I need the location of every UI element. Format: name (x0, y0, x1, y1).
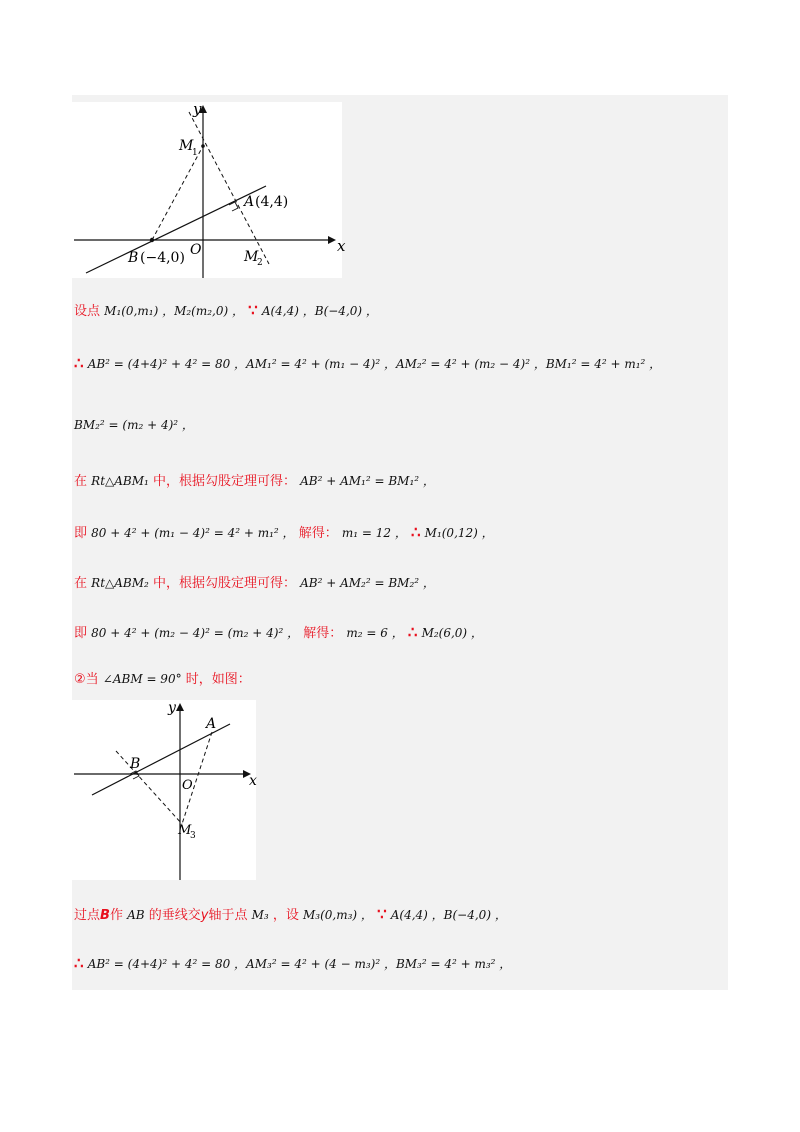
figure-2 (72, 700, 256, 880)
line-9 (74, 904, 507, 923)
line-8-math: ∠ABM = 90° (102, 672, 182, 686)
therefore-symbol: ∴ (74, 954, 84, 972)
line-3 (74, 416, 194, 433)
point-b-label: B (128, 250, 139, 266)
line-9-m3: M₃ (251, 908, 269, 922)
figure-2-graph (72, 700, 256, 880)
point-b-label: B (130, 756, 141, 772)
line-6-math: AB² + AM₂² = BM₂² ， (300, 576, 435, 590)
line-9-ab: AB (127, 908, 145, 922)
because-symbol: ∵ (377, 905, 387, 923)
figure-1 (72, 100, 346, 278)
point-a-label: A (206, 716, 217, 732)
line-9-y: y (200, 908, 209, 923)
line-4 (74, 470, 435, 489)
point-b-coord: (−4,0) (140, 250, 185, 266)
axis-y-label: y (193, 100, 202, 118)
origin-label: O (190, 242, 202, 258)
axis-y-label: y (168, 700, 176, 716)
line-5-point: M₁(0,12) ， (424, 526, 494, 540)
line-7-result: m₂ = 6 ， (346, 626, 404, 640)
line-5 (74, 522, 494, 541)
line-5-math: 80 + 4² + (m₁ − 4)² = 4² + m₁² ， (91, 526, 295, 540)
m1-label: M (179, 138, 194, 154)
line-10-math: AB² = (4+4)² + 4² = 80 ，AM₃² = 4² + (4 − m₃)² ，BM₃² = 4² + m₃² ， (87, 957, 512, 971)
line-3-math: BM₂² = (m₂ + 4)² ， (74, 418, 194, 432)
therefore-symbol: ∴ (407, 623, 418, 641)
line-9-set: ，设 (272, 908, 299, 923)
line-9-mid: 的垂线交 (148, 908, 201, 923)
line-4-prefix: 在 (74, 474, 88, 489)
line-1-math: M₁(0,m₁) ，M₂(m₂,0) ， (104, 304, 244, 318)
line-10 (74, 954, 511, 972)
line-6-mid: 中，根据勾股定理可得： (152, 576, 296, 591)
point-a-label: A (244, 194, 255, 210)
line-9-axis: 轴于点 (208, 908, 248, 923)
m1-subscript: 1 (192, 148, 198, 158)
m2-label: M (244, 249, 259, 265)
line-5-prefix: 即 (74, 526, 88, 541)
m3-label: M (178, 823, 192, 838)
figure-1-graph (72, 100, 346, 278)
line-9-prefix: 过点 (74, 908, 101, 923)
line-1 (74, 300, 378, 319)
therefore-symbol: ∴ (74, 354, 84, 372)
line-8 (74, 668, 251, 687)
m3-subscript: 3 (190, 831, 196, 841)
line-9-point-b: B (100, 908, 110, 923)
line-6-prefix: 在 (74, 576, 88, 591)
m2-subscript: 2 (257, 258, 263, 268)
therefore-symbol: ∴ (410, 523, 421, 541)
axis-x-label: x (249, 773, 257, 789)
line-4-mid: 中，根据勾股定理可得： (152, 474, 296, 489)
line-5-result: m₁ = 12 ， (341, 526, 407, 540)
because-symbol: ∵ (248, 301, 258, 319)
line-8-suffix: 时，如图： (185, 672, 251, 687)
line-6-triangle: Rt△ABM₂ (91, 576, 149, 590)
line-1-math-2: A(4,4) ，B(−4,0) ， (261, 304, 378, 318)
axis-x-label: x (337, 237, 346, 255)
line-7-math: 80 + 4² + (m₂ − 4)² = (m₂ + 4)² ， (91, 626, 300, 640)
line-4-triangle: Rt△ABM₁ (91, 474, 149, 488)
line-2-math: AB² = (4+4)² + 4² = 80 ，AM₁² = 4² + (m₁ − 4)² ，AM₂² = 4² + (m₂ − 4)² ，BM₁² = 4² + m₁² ， (87, 357, 662, 371)
line-4-math: AB² + AM₁² = BM₁² ， (300, 474, 435, 488)
line-2 (74, 354, 661, 372)
line-5-solve: 解得： (298, 526, 338, 541)
line-7-prefix: 即 (74, 626, 88, 641)
point-a-coord: (4,4) (255, 194, 289, 210)
line-9-math-2: A(4,4) ，B(−4,0) ， (390, 908, 507, 922)
origin-label: O (182, 778, 193, 793)
line-6 (74, 572, 435, 591)
line-8-prefix: ②当 (74, 672, 99, 687)
line-7-point: M₂(6,0) ， (421, 626, 483, 640)
line-1-prefix: 设点 (74, 304, 101, 319)
line-7-solve: 解得： (303, 626, 343, 641)
line-9-math: M₃(0,m₃) ， (303, 908, 373, 922)
line-9-zuo: 作 (109, 908, 123, 923)
line-7 (74, 622, 483, 641)
